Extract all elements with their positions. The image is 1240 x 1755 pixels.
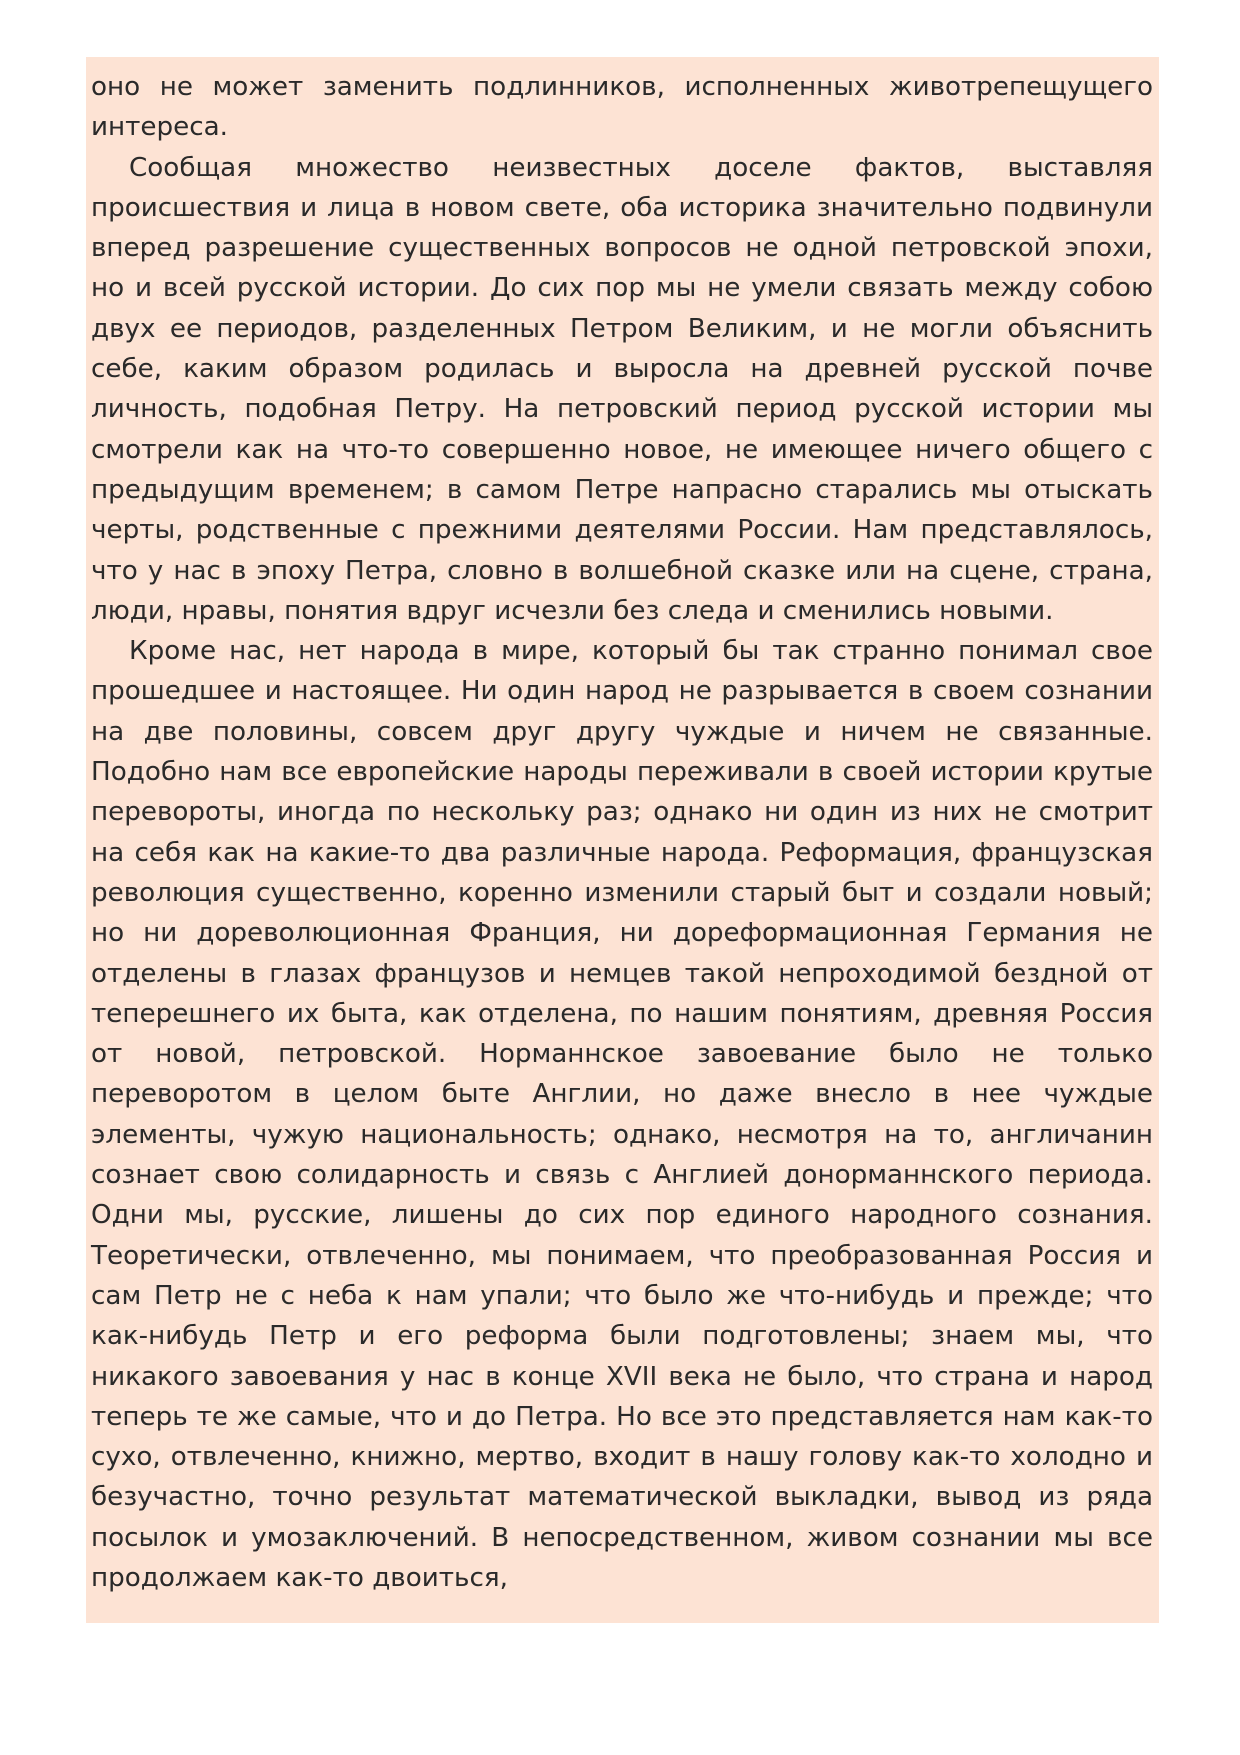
paragraph-national-consciousness: Кроме нас, нет народа в мире, который бы так странно понимал свое прошедшее и настоящее. Ни один народ не разрывается в своем сознании на две половины, совсем друг другу чуждые и ничем не связанные. Подобно нам все европейские народы переживали в своей истории крутые перевороты, иногда по нескольку раз; однако ни один из них не смотрит на себя как на какие-то два различные народа. Реформация, французская революция существенно, коренно изменили старый быт и создали новый; но ни дореволюционная Франция, ни дореформационная Германия не отделены в глазах французов и немцев такой непроходимой бездной от теперешнего их быта, как отделена, по нашим понятиям, древняя Россия от новой, петровской. Норманнское завоевание было не только переворотом в целом быте Англии, но даже внесло в нее чуждые элементы, чужую национальность; однако, несмотря на то, англичанин сознает свою солидарность и связь с Англией донорманнского периода. Одни мы, русские, лишены до сих пор единого народного сознания. Теоретически, отвлеченно, мы понимаем, что преобразованная Россия и сам Петр не с неба к нам упали; что было же что-нибудь и прежде; что как-нибудь Петр и его реформа были подготовлены; знаем мы, что никакого завоевания у нас в конце XVII века не было, что страна и народ теперь те же самые, что и до Петра. Но все это представляется нам как-то сухо, отвлеченно, книжно, мертво, входит в нашу голову как-то холодно и безучастно, точно результат математической выкладки, вывод из ряда посылок и умозаключений. В непосредственном, живом сознании мы все продолжаем как-то двоиться, (91, 636, 1153, 1593)
paragraph-continuation: оно не может заменить подлинников, исполненных животрепещущего интереса. (91, 72, 1153, 143)
highlighted-text-block (86, 57, 1159, 1623)
paragraph-historians: Сообщая множество неизвестных доселе фактов, выставляя происшествия и лица в новом свете, оба историка значительно подвинули вперед разрешение существенных вопросов не одной петровской эпохи, но и всей русской истории. До сих пор мы не умели связать между собою двух ее периодов, разделенных Петром Великим, и не могли объяснить себе, каким образом родилась и выросла на древней русской почве личность, подобная Петру. На петровский период русской истории мы смотрели как на что-то совершенно новое, не имеющее ничего общего с предыдущим временем; в самом Петре напрасно старались мы отыскать черты, родственные с прежними деятелями России. Нам представлялось, что у нас в эпоху Петра, словно в волшебной сказке или на сцене, страна, люди, нравы, понятия вдруг исчезли без следа и сменились новыми. (91, 152, 1153, 626)
